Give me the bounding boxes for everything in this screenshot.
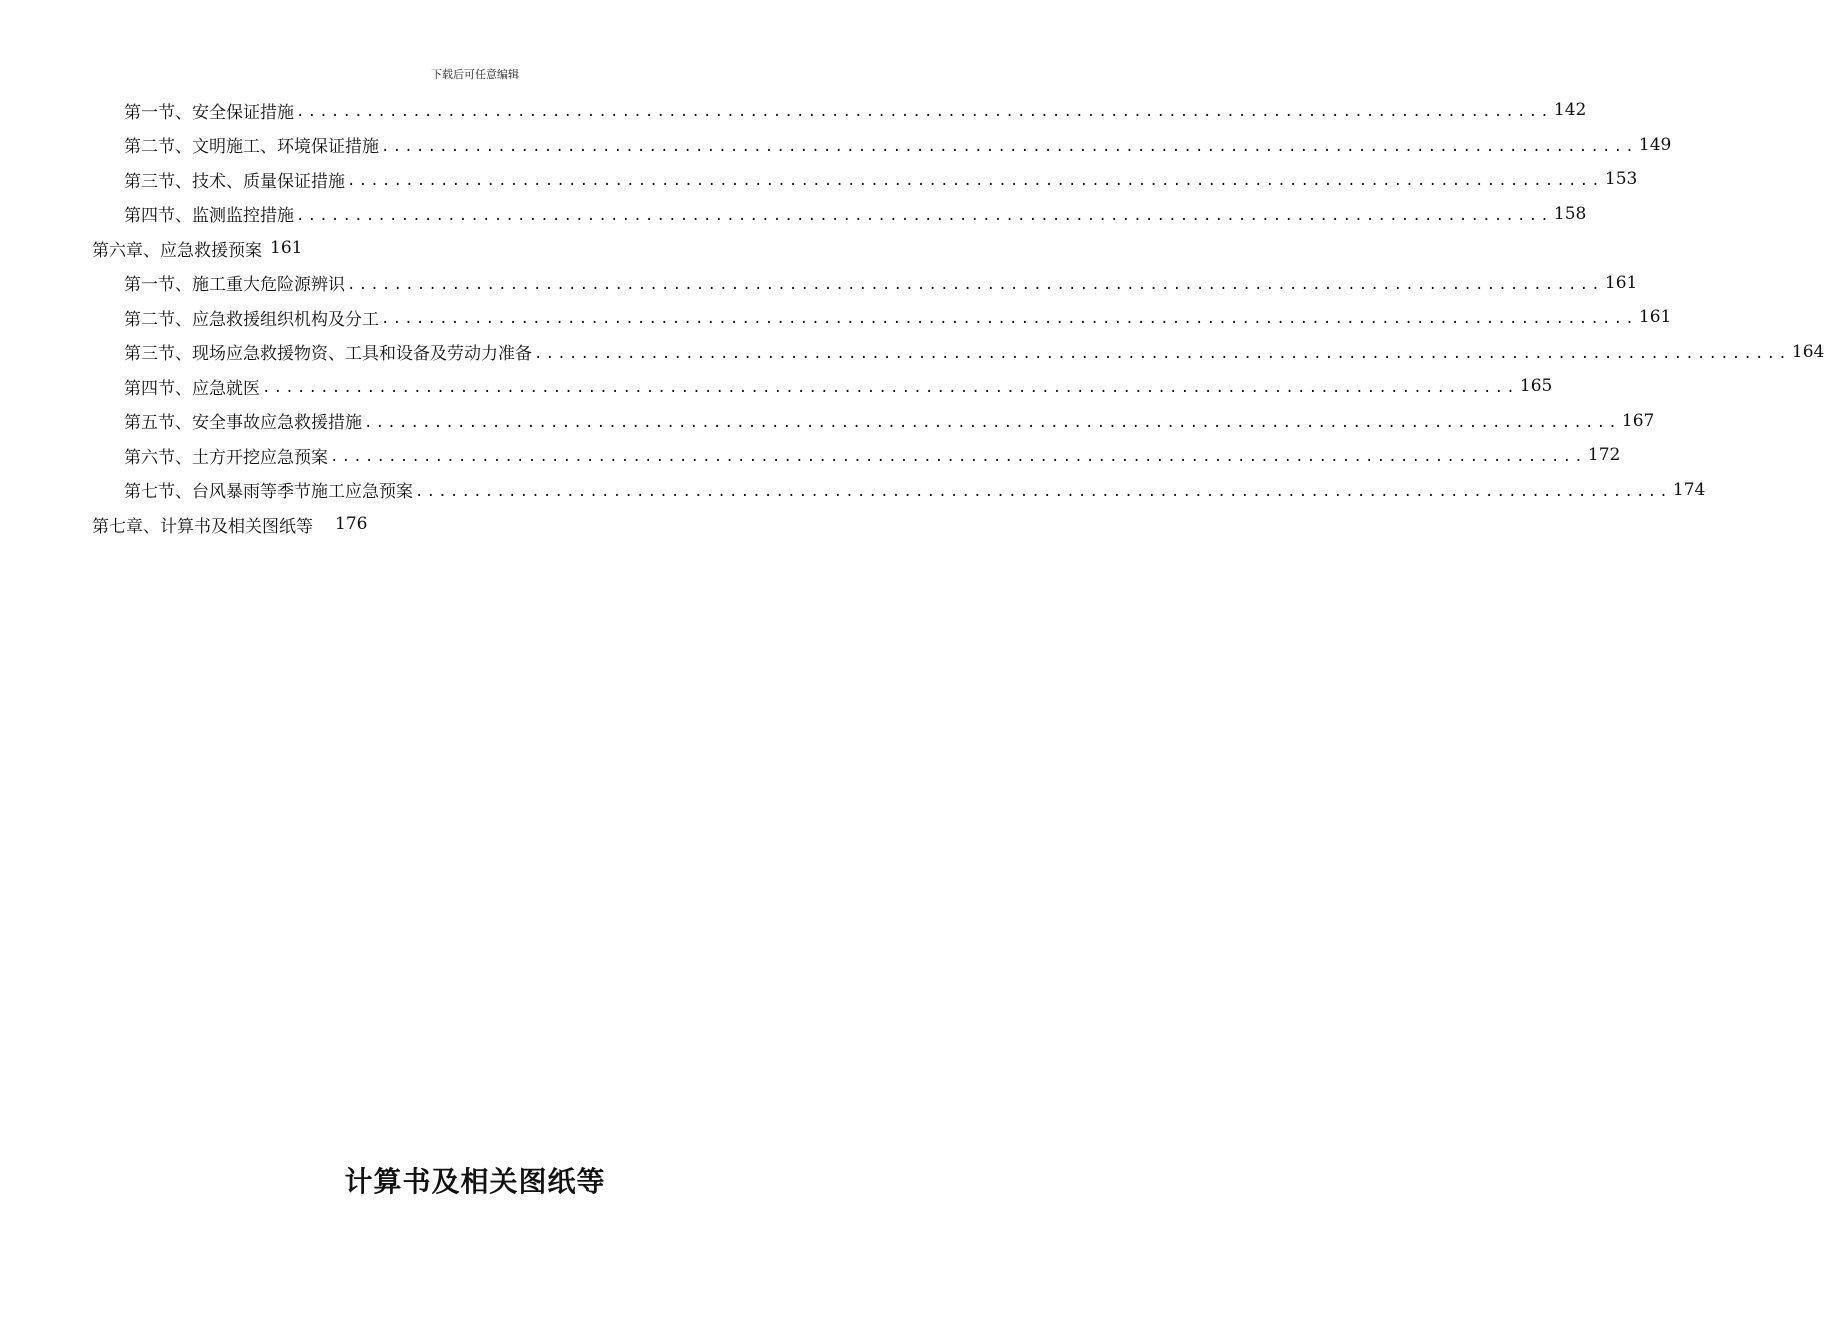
toc-entry-title: 第一节、施工重大危险源辨识 — [124, 275, 345, 295]
toc-entry-page: 172 — [1587, 445, 1621, 465]
toc-entry-page: 174 — [1672, 479, 1706, 500]
toc-dot-leader: ............................................................................................................ — [415, 483, 1671, 500]
toc-entry-page: 161 — [1638, 307, 1672, 327]
toc-entry[interactable] — [124, 269, 1638, 297]
toc-entry-title: 第二节、应急救援组织机构及分工 — [124, 309, 379, 330]
toc-entry-title: 第四节、应急就医 — [124, 378, 260, 399]
toc-dot-leader: ............................................................................................................ — [534, 345, 1790, 362]
toc-entry[interactable] — [124, 96, 1587, 124]
toc-entry-title: 第五节、安全事故应急救援措施 — [124, 413, 362, 433]
toc-chapter-title: 第七章、计算书及相关图纸等 — [92, 516, 313, 537]
toc-dot-leader: ............................................................................................................ — [364, 414, 1620, 431]
toc-entry[interactable] — [124, 303, 1672, 331]
toc-dot-leader: ............................................................................................................ — [330, 449, 1586, 465]
toc-entry-title: 第七节、台风暴雨等季节施工应急预案 — [124, 482, 413, 502]
toc-dot-leader: ............................................................................................................ — [262, 380, 1518, 396]
toc-entry-title: 第三节、现场应急救援物资、工具和设备及劳动力准备 — [124, 344, 532, 364]
toc-entry-title: 第三节、技术、质量保证措施 — [124, 171, 345, 192]
toc-entry-page: 165 — [1519, 376, 1553, 396]
toc-entry[interactable] — [124, 476, 1706, 504]
toc-entry-page: 149 — [1638, 134, 1672, 155]
toc-entry[interactable] — [124, 165, 1638, 193]
toc-entry[interactable] — [124, 338, 1824, 366]
toc-dot-leader: ............................................................................................................ — [347, 276, 1603, 293]
toc-chapter-entry[interactable] — [92, 510, 367, 538]
section-heading: 计算书及相关图纸等 — [344, 1165, 606, 1198]
download-note: 下载后可任意编辑 — [431, 68, 519, 81]
toc-dot-leader: ............................................................................................................ — [296, 207, 1552, 224]
toc-entry-page: 142 — [1553, 100, 1587, 120]
toc-dot-leader: ............................................................................................................ — [296, 104, 1552, 120]
toc-entry-page: 161 — [1604, 272, 1638, 293]
toc-entry-title: 第二节、文明施工、环境保证措施 — [124, 137, 379, 157]
toc-entry-title: 第六节、土方开挖应急预案 — [124, 447, 328, 468]
toc-chapter-entry[interactable] — [92, 234, 302, 262]
toc-entry-page: 153 — [1604, 169, 1638, 189]
toc-entry-title: 第四节、监测监控措施 — [124, 206, 294, 226]
toc-chapter-page: 161 — [270, 238, 303, 258]
toc-entry-page: 167 — [1621, 410, 1655, 431]
toc-chapter-page: 176 — [335, 514, 368, 534]
toc-entry[interactable] — [124, 441, 1621, 469]
toc-entry-page: 164 — [1791, 341, 1824, 362]
toc-dot-leader: ............................................................................................................ — [347, 173, 1603, 189]
toc-entry[interactable] — [124, 131, 1672, 159]
toc-entry-page: 158 — [1553, 203, 1587, 224]
toc-entry[interactable] — [124, 407, 1655, 435]
toc-entry[interactable] — [124, 200, 1587, 228]
toc-dot-leader: ............................................................................................................ — [381, 138, 1637, 155]
toc-entry-title: 第一节、安全保证措施 — [124, 102, 294, 123]
toc-entry[interactable] — [124, 372, 1553, 400]
toc-chapter-title: 第六章、应急救援预案 — [92, 240, 262, 261]
toc-dot-leader: ............................................................................................................ — [381, 311, 1637, 327]
